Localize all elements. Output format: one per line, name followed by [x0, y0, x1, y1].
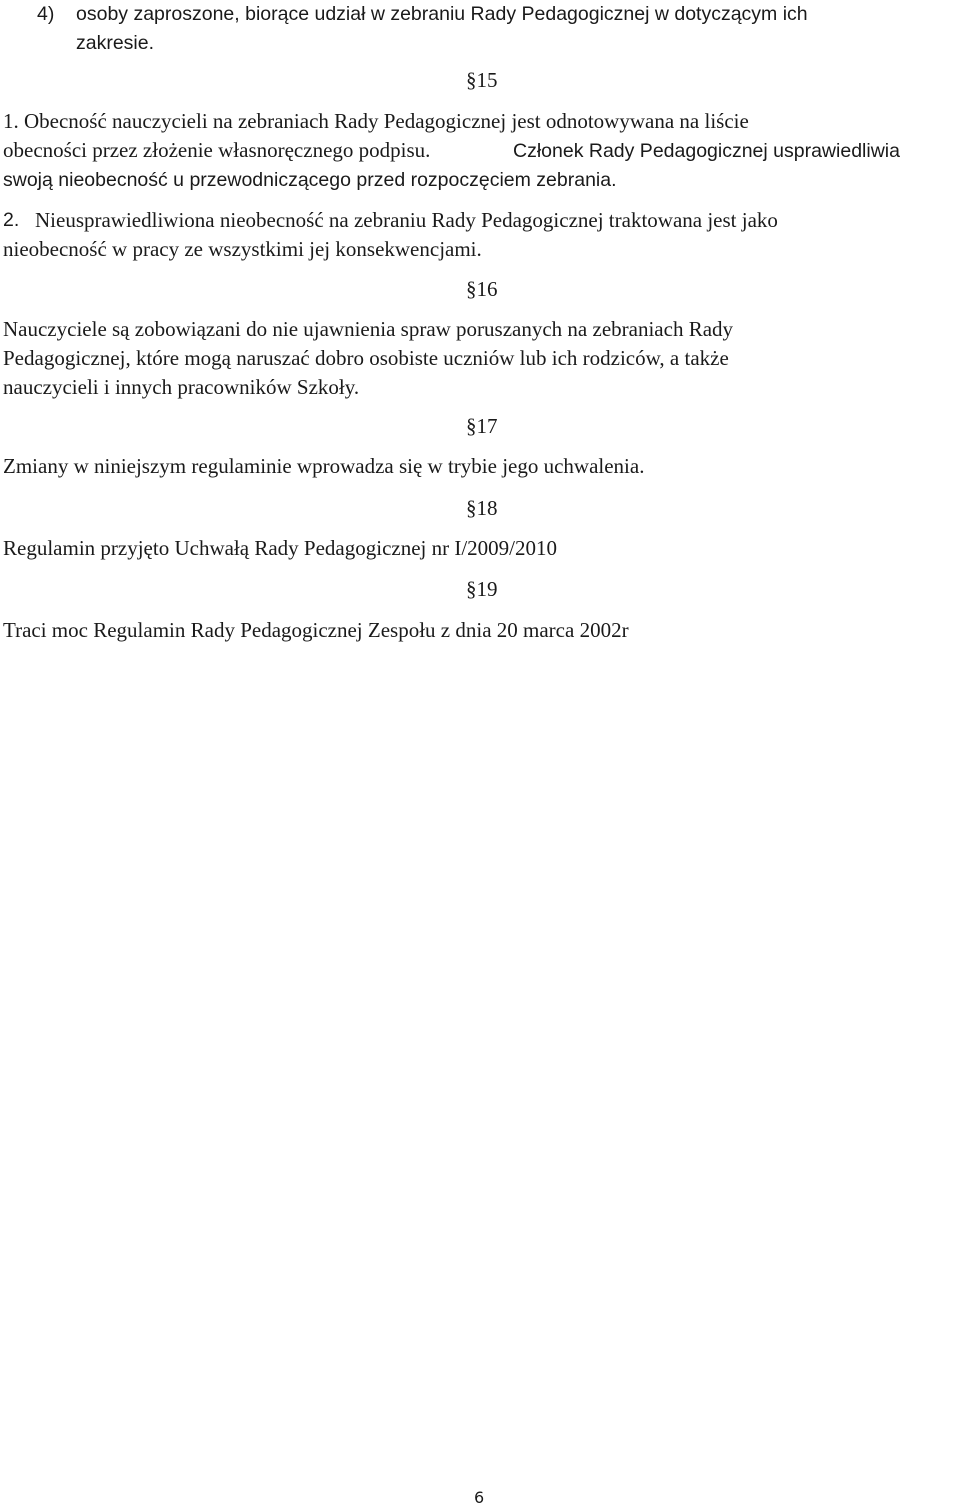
list-number-4: 4)	[37, 3, 55, 25]
s15-p1-line-2a: obecności przez złożenie własnoręcznego podpisu.	[3, 138, 431, 162]
s17-line-1: Zmiany w niniejszym regulaminie wprowadza się w trybie jego uchwalenia.	[3, 454, 645, 478]
s16-line-3: nauczycieli i innych pracowników Szkoły.	[3, 375, 360, 399]
section-15-heading: §15	[466, 68, 498, 92]
s16-line-1: Nauczyciele są zobowiązani do nie ujawnienia spraw poruszanych na zebraniach Rady	[3, 317, 734, 341]
s15-p1-line-2b: Członek Rady Pedagogicznej usprawiedliwia	[513, 140, 900, 162]
s15-p2-line-1: Nieusprawiedliwiona nieobecność na zebraniu Rady Pedagogicznej traktowana jest jako	[35, 208, 778, 232]
list-item-4-line-1: osoby zaproszone, biorące udział w zebraniu Rady Pedagogicznej w dotyczącym ich	[76, 3, 808, 25]
section-17-heading: §17	[466, 414, 498, 438]
s15-p1-line-3: swoją nieobecność u przewodniczącego przed rozpoczęciem zebrania.	[3, 169, 617, 191]
s16-line-2: Pedagogicznej, które mogą naruszać dobro osobiste uczniów lub ich rodziców, a także	[3, 346, 729, 370]
s15-p2-line-2: nieobecność w pracy ze wszystkimi jej konsekwencjami.	[3, 237, 482, 261]
s19-line-1: Traci moc Regulamin Rady Pedagogicznej Zespołu z dnia 20 marca 2002r	[3, 618, 629, 642]
s18-line-1: Regulamin przyjęto Uchwałą Rady Pedagogicznej nr I/2009/2010	[3, 536, 558, 560]
section-16-heading: §16	[466, 277, 498, 301]
section-18-heading: §18	[466, 496, 498, 520]
section-19-heading: §19	[466, 577, 498, 601]
s15-p1-line-1: 1. Obecność nauczycieli na zebraniach Rady Pedagogicznej jest odnotowywana na liście	[3, 109, 749, 133]
page-number: 6	[474, 1488, 485, 1507]
list-item-4-line-2: zakresie.	[76, 32, 155, 54]
s15-p2-number: 2.	[3, 209, 20, 231]
